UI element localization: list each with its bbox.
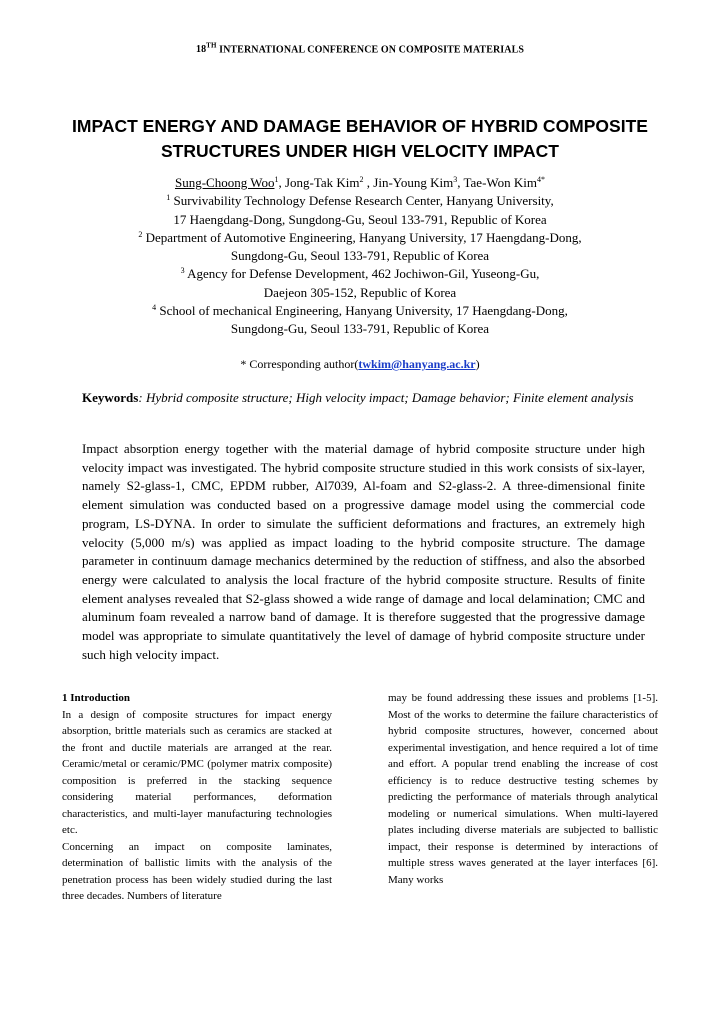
section-heading: 1 Introduction bbox=[62, 692, 130, 704]
affiliation-line: $^1$ Survivability Technology Defense Research Center, Hanyang University, bbox=[166, 193, 554, 209]
left-column bbox=[62, 690, 332, 905]
paragraph: In a design of composite structures for impact energy absorption, brittle materials such as ceramics are stacked at the front and ductile materials are arranged at the rear. Ceramic/metal or ceramic/PMC (polymer matrix composite) composition is preferred in the stacking sequence considering material performances, deformation characteristics, and multi-layer manufacturing technologies etc. bbox=[62, 708, 332, 836]
corresponding-email-link[interactable]: twkim@hanyang.ac.kr bbox=[358, 357, 476, 371]
paragraph: Concerning an impact on composite laminates, determination of ballistic limits with the analysis of the penetration process has been widely studied during the last three decades. Numbers of literature bbox=[62, 840, 332, 902]
author-block bbox=[60, 174, 660, 339]
author-name[interactable]: Sung-Choong Woo bbox=[174, 175, 275, 190]
conference-name: INTERNATIONAL CONFERENCE ON COMPOSITE MATERIALS bbox=[216, 44, 525, 56]
affiliation-line: $^3$ Agency for Defense Development, 462 Jochiwon-Gil, Yuseong-Gu, bbox=[180, 266, 540, 282]
author-line: Sung-Choong Woo$^1$, Jong-Tak Kim$^2$ , Jin-Young Kim$^3$, Tae-Won Kim$^{4*}$ bbox=[174, 175, 545, 190]
corresponding-author: * Corresponding author(twkim@hanyang.ac.kr) bbox=[240, 357, 480, 371]
author-name: , Jong-Tak Kim bbox=[278, 175, 360, 190]
paper-title: IMPACT ENERGY AND DAMAGE BEHAVIOR OF HYBRID COMPOSITE STRUCTURES UNDER HIGH VELOCITY IMPACT bbox=[72, 116, 648, 161]
keywords: Keywords: Hybrid composite structure; High velocity impact; Damage behavior; Finite element analysis bbox=[82, 390, 634, 405]
affiliation-line: Daejeon 305-152, Republic of Korea bbox=[263, 284, 457, 300]
affiliation-line: $^2$ Department of Automotive Engineering, Hanyang University, 17 Haengdang-Dong, bbox=[138, 229, 582, 245]
affiliation-line: Sungdong-Gu, Seoul 133-791, Republic of Korea bbox=[230, 321, 490, 337]
right-column bbox=[388, 690, 658, 888]
affiliation-line: Sungdong-Gu, Seoul 133-791, Republic of Korea bbox=[230, 248, 490, 264]
affiliation-line: 17 Haengdang-Dong, Sungdong-Gu, Seoul 133-791, Republic of Korea bbox=[173, 211, 547, 227]
running-header bbox=[0, 42, 720, 55]
paragraph: may be found addressing these issues and problems [1-5]. Most of the works to determine the failure characteristics of hybrid composite structures, however, concerned about experimental investigation, and hence required a lot of time and effort. A popular trend enabling the increase of cost efficiency is to reduce destructive testing schemes by predicting the performance of materials through analytical modeling or numerical simulations. When multi-layered plates including diverse materials are subjected to ballistic impact, their response is determined by interactions of multiple stress waves generated at the layer interfaces [6]. Many works bbox=[388, 692, 658, 886]
keywords-label: Keywords bbox=[82, 390, 139, 405]
conference-number: 18 bbox=[195, 44, 207, 56]
author-name: , Jin-Young Kim bbox=[363, 175, 454, 190]
author-name: , Tae-Won Kim bbox=[457, 175, 537, 190]
conference-number-suffix: TH bbox=[206, 42, 217, 50]
keywords-list: Hybrid composite structure; High velocity impact; Damage behavior; Finite element analysis bbox=[142, 390, 634, 405]
abstract: Impact absorption energy together with the material damage of hybrid composite structure under high velocity impact was investigated. The hybrid composite structure studied in this work consists of six-layer, namely S2-glass-1, CMC, EPDM rubber, Al7039, Al-foam and S2-glass-2. A three-dimensional finite element simulation was conducted based on a progressive damage model using the commercial code program, LS-DYNA. In order to simulate the sufficient deformations and fractures, an extremely high velocity (5,000 m/s) was applied as impact loading to the hybrid composite structure. The damage parameter in continuum damage mechanics determined by the reduction of stiffness, and also the absorbed energy were calculated to analysis the local fracture of the hybrid composite structure. Results of finite element analyses revealed that S2-glass showed a wide range of damage and local delamination; CMC and aluminum foam revealed a narrow band of damage. It is therefore suggested that the progressive damage model was appropriate to simulate quantitatively the level of damage of hybrid composite structure under such high velocity impact. bbox=[82, 441, 645, 662]
affiliation-line: $^4$ School of mechanical Engineering, Hanyang University, 17 Haengdang-Dong, bbox=[152, 303, 568, 319]
